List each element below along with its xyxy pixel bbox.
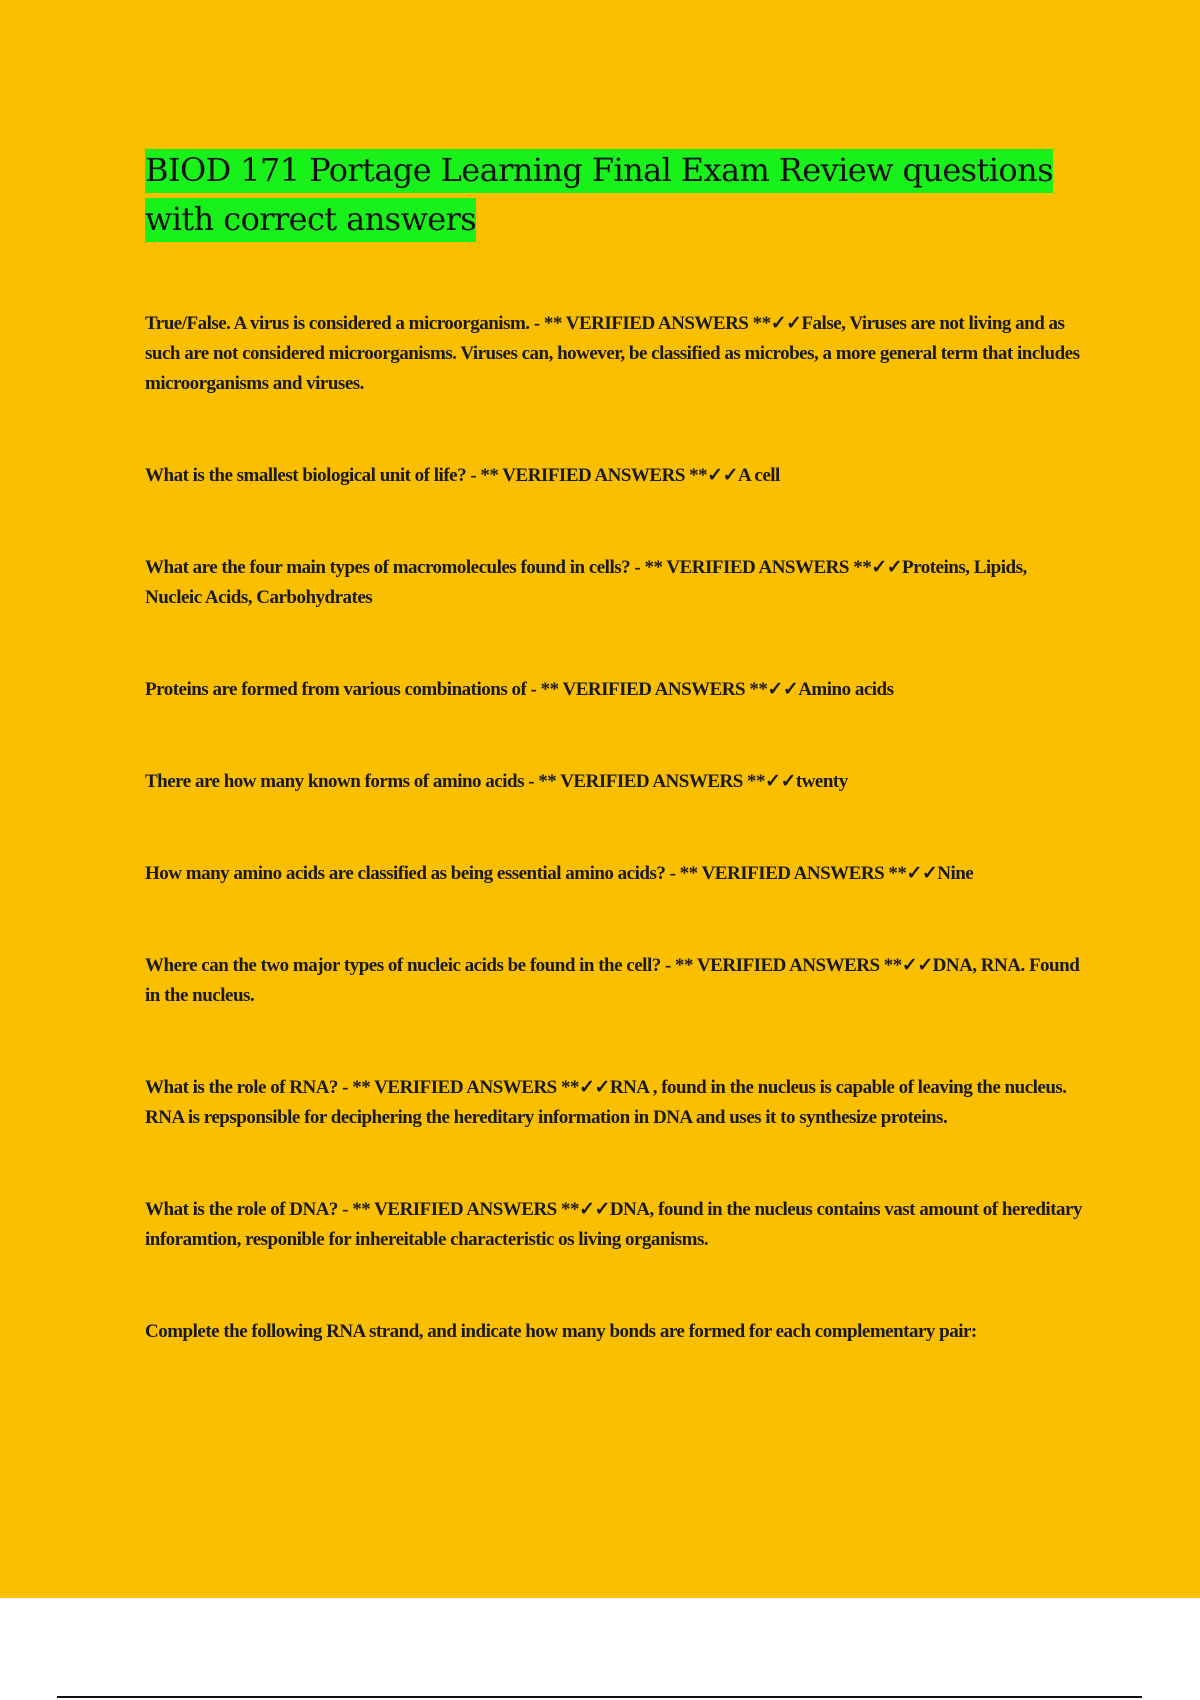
qa-item: Proteins are formed from various combinations of - ** VERIFIED ANSWERS **✓✓Amino acids: [145, 679, 894, 700]
title-highlight: BIOD 171 Portage Learning Final Exam Review questions with correct answers: [145, 149, 1053, 242]
qa-item: Where can the two major types of nucleic acids be found in the cell? - ** VERIFIED ANSWERS **✓✓DNA, RNA. Found in the nucleus.: [145, 955, 1080, 1006]
qa-item: What is the role of RNA? - ** VERIFIED ANSWERS **✓✓RNA , found in the nucleus is capable of leaving the nucleus. RNA is repsponsible for deciphering the hereditary information in DNA and uses it to synthesize proteins.: [145, 1077, 1067, 1128]
qa-item: How many amino acids are classified as being essential amino acids? - ** VERIFIED ANSWERS **✓✓Nine: [145, 863, 974, 884]
document-title: [145, 146, 1085, 244]
qa-item: What is the role of DNA? - ** VERIFIED ANSWERS **✓✓DNA, found in the nucleus contains vast amount of hereditary inforamtion, responible for inhereitable characteristic os living organisms.: [145, 1199, 1082, 1250]
qa-item: What are the four main types of macromolecules found in cells? - ** VERIFIED ANSWERS **✓✓Proteins, Lipids, Nucleic Acids, Carbohydrates: [145, 557, 1027, 608]
qa-item: True/False. A virus is considered a microorganism. - ** VERIFIED ANSWERS **✓✓False, Viruses are not living and as such are not considered microorganisms. Viruses can, however, be classified as microbes, a more general term that includes microorganisms and viruses.: [145, 313, 1080, 394]
bottom-divider: [57, 1696, 1142, 1698]
document-content: [145, 146, 1085, 1347]
qa-item: There are how many known forms of amino acids - ** VERIFIED ANSWERS **✓✓twenty: [145, 771, 848, 792]
qa-list: [145, 309, 1085, 1347]
qa-item: What is the smallest biological unit of life? - ** VERIFIED ANSWERS **✓✓A cell: [145, 465, 780, 486]
qa-item: Complete the following RNA strand, and indicate how many bonds are formed for each complementary pair:: [145, 1321, 977, 1342]
